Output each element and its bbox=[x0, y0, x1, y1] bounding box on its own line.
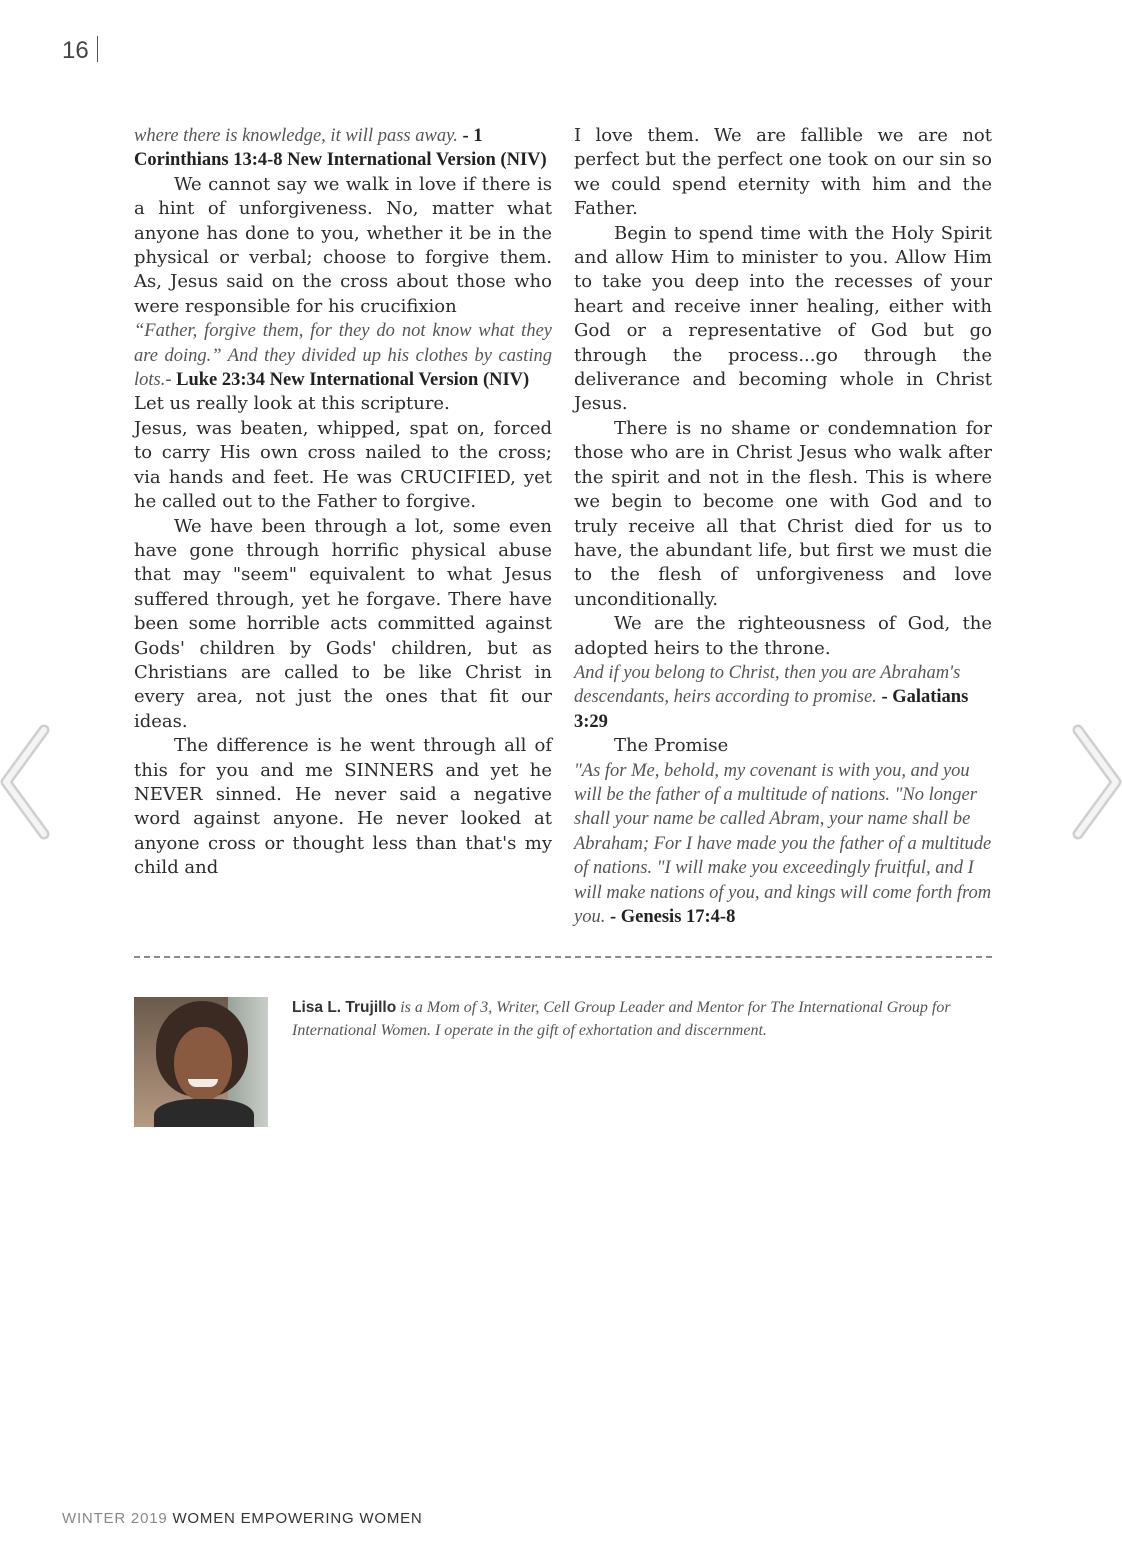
previous-page-button[interactable] bbox=[0, 722, 60, 842]
footer bbox=[62, 1510, 423, 1527]
footer-issue: WINTER 2019 bbox=[62, 1510, 173, 1527]
author-bio-text: is a Mom of 3, Writer, Cell Group Leader and Mentor for The International Group for International Women. I operate in the gift of exhortation and discernment. bbox=[292, 999, 951, 1039]
paragraph: There is no shame or condemnation for those who are in Christ Jesus who walk after the spirit and not in the flesh. This is where we begin to become one with God and to truly receive all that Christ died for us to have, the abundant life, but first we must die to the flesh of unforgiveness and love unconditionally. bbox=[574, 417, 992, 610]
paragraph: The difference is he went through all of this for you and me SINNERS and yet he NEVER sinned. He never said a negative word against anyone. He never looked at anyone cross or thought less than that's my child and bbox=[134, 735, 552, 879]
page-number: 16 bbox=[62, 36, 98, 65]
right-column bbox=[574, 124, 992, 929]
scripture-quote: "As for Me, behold, my covenant is with you, and you will be the father of a multitude of nations. "No longer shall your name be called Abram, your name shall be Abraham; For I have made you the father of a multitude of nations. "I will make you exceedingly fruitful, and I will make nations of you, and kings will come forth from you. bbox=[574, 760, 992, 927]
author-name: Lisa L. Trujillo bbox=[292, 999, 397, 1016]
scripture-reference: - Genesis 17:4-8 bbox=[609, 907, 736, 927]
chevron-left-icon bbox=[0, 722, 60, 842]
left-column bbox=[134, 124, 552, 881]
paragraph: We are the righteousness of God, the adopted heirs to the throne. bbox=[574, 613, 992, 659]
paragraph: I love them. We are fallible we are not perfect but the perfect one took on our sin so we could spend eternity with him and the Father. bbox=[574, 125, 992, 220]
paragraph: Jesus, was beaten, whipped, spat on, forced to carry His own cross nailed to the cross; via hands and feet. He was CRUCIFIED, yet he called out to the Father to forgive. bbox=[134, 417, 552, 513]
scripture-quote: And if you belong to Christ, then you are Abraham's descendants, heirs according to promise. bbox=[574, 662, 961, 708]
section-heading: The Promise bbox=[614, 735, 729, 757]
scripture-quote: “Father, forgive them, for they do not know what they are doing.” And they divided up his clothes by casting lots.- bbox=[134, 321, 552, 391]
paragraph: Begin to spend time with the Holy Spirit and allow Him to minister to you. Allow Him to take you deep into the recesses of your heart and receive inner healing, either with God or a representative of God but go through the process...go through the deliverance and becoming whole in Christ Jesus. bbox=[574, 222, 992, 415]
next-page-button[interactable] bbox=[1062, 722, 1122, 842]
paragraph bbox=[134, 319, 552, 392]
paragraph: We have been through a lot, some even have gone through horrific physical abuse that may "seem" equivalent to what Jesus suffered through, yet he forgave. There have been some horrible acts committed against Gods' children by Gods' children, but as Christians are called to be like Christ in every area, not just the ones that fit our ideas. bbox=[134, 515, 552, 732]
paragraph bbox=[574, 661, 992, 734]
chevron-right-icon bbox=[1062, 722, 1122, 842]
paragraph bbox=[574, 759, 992, 930]
scripture-reference: - Galatians 3:29 bbox=[574, 687, 969, 732]
paragraph: We cannot say we walk in love if there is a hint of unforgiveness. No, matter what anyone has done to you, whether it be in the physical or verbal; choose to forgive them. As, Jesus said on the cross about those who were responsible for his crucifixion bbox=[134, 173, 552, 317]
section-divider bbox=[134, 956, 992, 958]
page-number-separator bbox=[97, 36, 98, 62]
paragraph bbox=[134, 124, 552, 173]
paragraph: Let us really look at this scripture. bbox=[134, 393, 450, 415]
scripture-reference: Luke 23:34 New International Version (NIV) bbox=[176, 370, 530, 391]
author-bio bbox=[292, 996, 992, 1042]
author-photo bbox=[134, 997, 268, 1127]
footer-magazine-title: WOMEN EMPOWERING WOMEN bbox=[172, 1510, 423, 1527]
scripture-reference: - 1 Corinthians 13:4-8 New International Version (NIV) bbox=[134, 126, 547, 171]
scripture-quote: where there is knowledge, it will pass away. bbox=[134, 126, 463, 146]
